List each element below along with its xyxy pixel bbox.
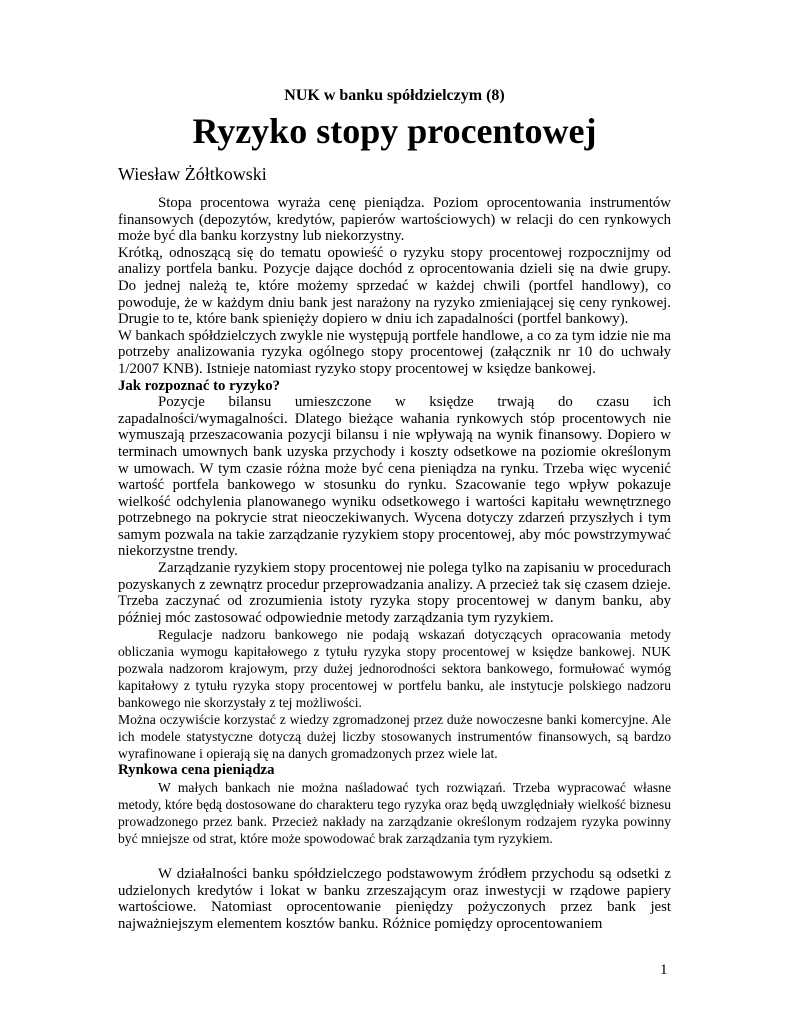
section-heading-market-price: Rynkowa cena pieniądza [118,762,275,779]
paragraph-regulations: Regulacje nadzoru bankowego nie podają wskazań dotyczących opracowania metody obliczania wymogu kapitałowego z tytułu ryzyka stopy procentowej w księdze bankowej. NUK pozwala nadzorom krajowym, przy dużej jednorodności sektora bankowego, formułować wymóg kapitałowy z tytułu ryzyka stopy procentowej w portfelu banku, ale instytucje polskiego nadzoru bankowego nie skorzystały z tej możliwości. [118,627,671,711]
paragraph-income-sources: W działalności banku spółdzielczego podstawowym źródłem przychodu są odsetki z udzielonych kredytów i lokat w banku zrzeszającym oraz inwestycji w rządowe papiery wartościowe. Natomiast oprocentowanie pieniędzy pożyczonych przez bank jest najważniejszym elementem kosztów banku. Różnice pomiędzy oprocentowaniem [118,866,671,932]
paragraph-small-banks: W małych bankach nie można naśladować tych rozwiązań. Trzeba wypracować własne metody, które będą dostosowane do charakteru tego ryzyka oraz będą uwzględniały wielkość biznesu prowadzonego przez bank. Przecież nakłady na zarządzanie określonym rodzajem ryzyka powinny być mniejsze od strat, które może spowodować brak zarządzania tym ryzykiem. [118,780,671,847]
paragraph-balance-positions: Pozycje bilansu umieszczone w księdze trwają do czasu ich zapadalności/wymagalności. Dlatego bieżące wahania rynkowych stóp procentowych nie wymuszają przeszacowania pozycji bilansu i nie wpływają na wynik finansowy. Dopiero w terminach umownych bank uzyska przychody i koszty odsetkowe na poziomie określonym w umowach. W tym czasie różna może być cena pieniądza na rynku. Trzeba więc wycenić wartość portfela bankowego w stosunku do rynku. Szacowanie tego wpływ pokazuje wielkość odchylenia planowanego wyniku odsetkowego i wartości kapitału wewnętrznego potrzebnego na pokrycie strat nieoczekiwanych. Wycena dotyczy zdarzeń przyszłych i tym samym pozwala na takie zarządzanie ryzykiem stopy procentowej, aby móc powstrzymywać niekorzystne trendy. [118,394,671,560]
section-heading-recognize-risk: Jak rozpoznać to ryzyko? [118,377,281,394]
paragraph-risk-management: Zarządzanie ryzykiem stopy procentowej nie polega tylko na zapisaniu w procedurach pozyskanych z zewnątrz procedur przeprowadzania analizy. A przecież tak się czasem dzieje. Trzeba zaczynać od zrozumienia istoty ryzyka stopy procentowej w danym banku, aby później móc zastosować odpowiednie metody zarządzania tym ryzykiem. [118,560,671,626]
paragraph-commercial-banks: Można oczywiście korzystać z wiedzy zgromadzonej przez duże nowoczesne banki komercyjne. Ale ich modele statystyczne dotyczą dużej liczby stosowanych instrumentów finansowych, są bardzo wyrafinowane i opierają się na danych gromadzonych przez wiele lat. [118,712,671,762]
author-name: Wiesław Żółtkowski [118,164,267,184]
series-heading: NUK w banku spółdzielczym (8) [284,87,505,104]
paragraph-portfolio: Krótką, odnoszącą się do tematu opowieść o ryzyku stopy procentowej rozpocznijmy od analizy portfela banku. Pozycje dające dochód z oprocentowania dzieli się na dwie grupy. Do jednej należą te, które możemy sprzedać w każdej chwili (portfel handlowy), co powoduje, że w każdym dniu bank jest narażony na ryzyko zmieniającej się ceny rynkowej. Drugie to te, które bank spienięży dopiero w dniu ich zapadalności (portfel bankowy). [118,244,671,328]
page-number: 1 [660,962,668,978]
paragraph-intro: Stopa procentowa wyraża cenę pieniądza. Poziom oprocentowania instrumentów finansowych (depozytów, kredytów, papierów wartościowych) w relacji do cen rynkowych może być dla banku korzystny lub niekorzystny. [118,195,671,245]
paragraph-cooperative-banks: W bankach spółdzielczych zwykle nie występują portfele handlowe, a co za tym idzie nie ma potrzeby analizowania ryzyka ogólnego stopy procentowej (załącznik nr 10 do uchwały 1/2007 KNB). Istnieje natomiast ryzyko stopy procentowej w księdze bankowej. [118,327,671,377]
article-title: Ryzyko stopy procentowej [192,111,597,151]
article-body [118,195,671,932]
document-page [118,86,671,932]
